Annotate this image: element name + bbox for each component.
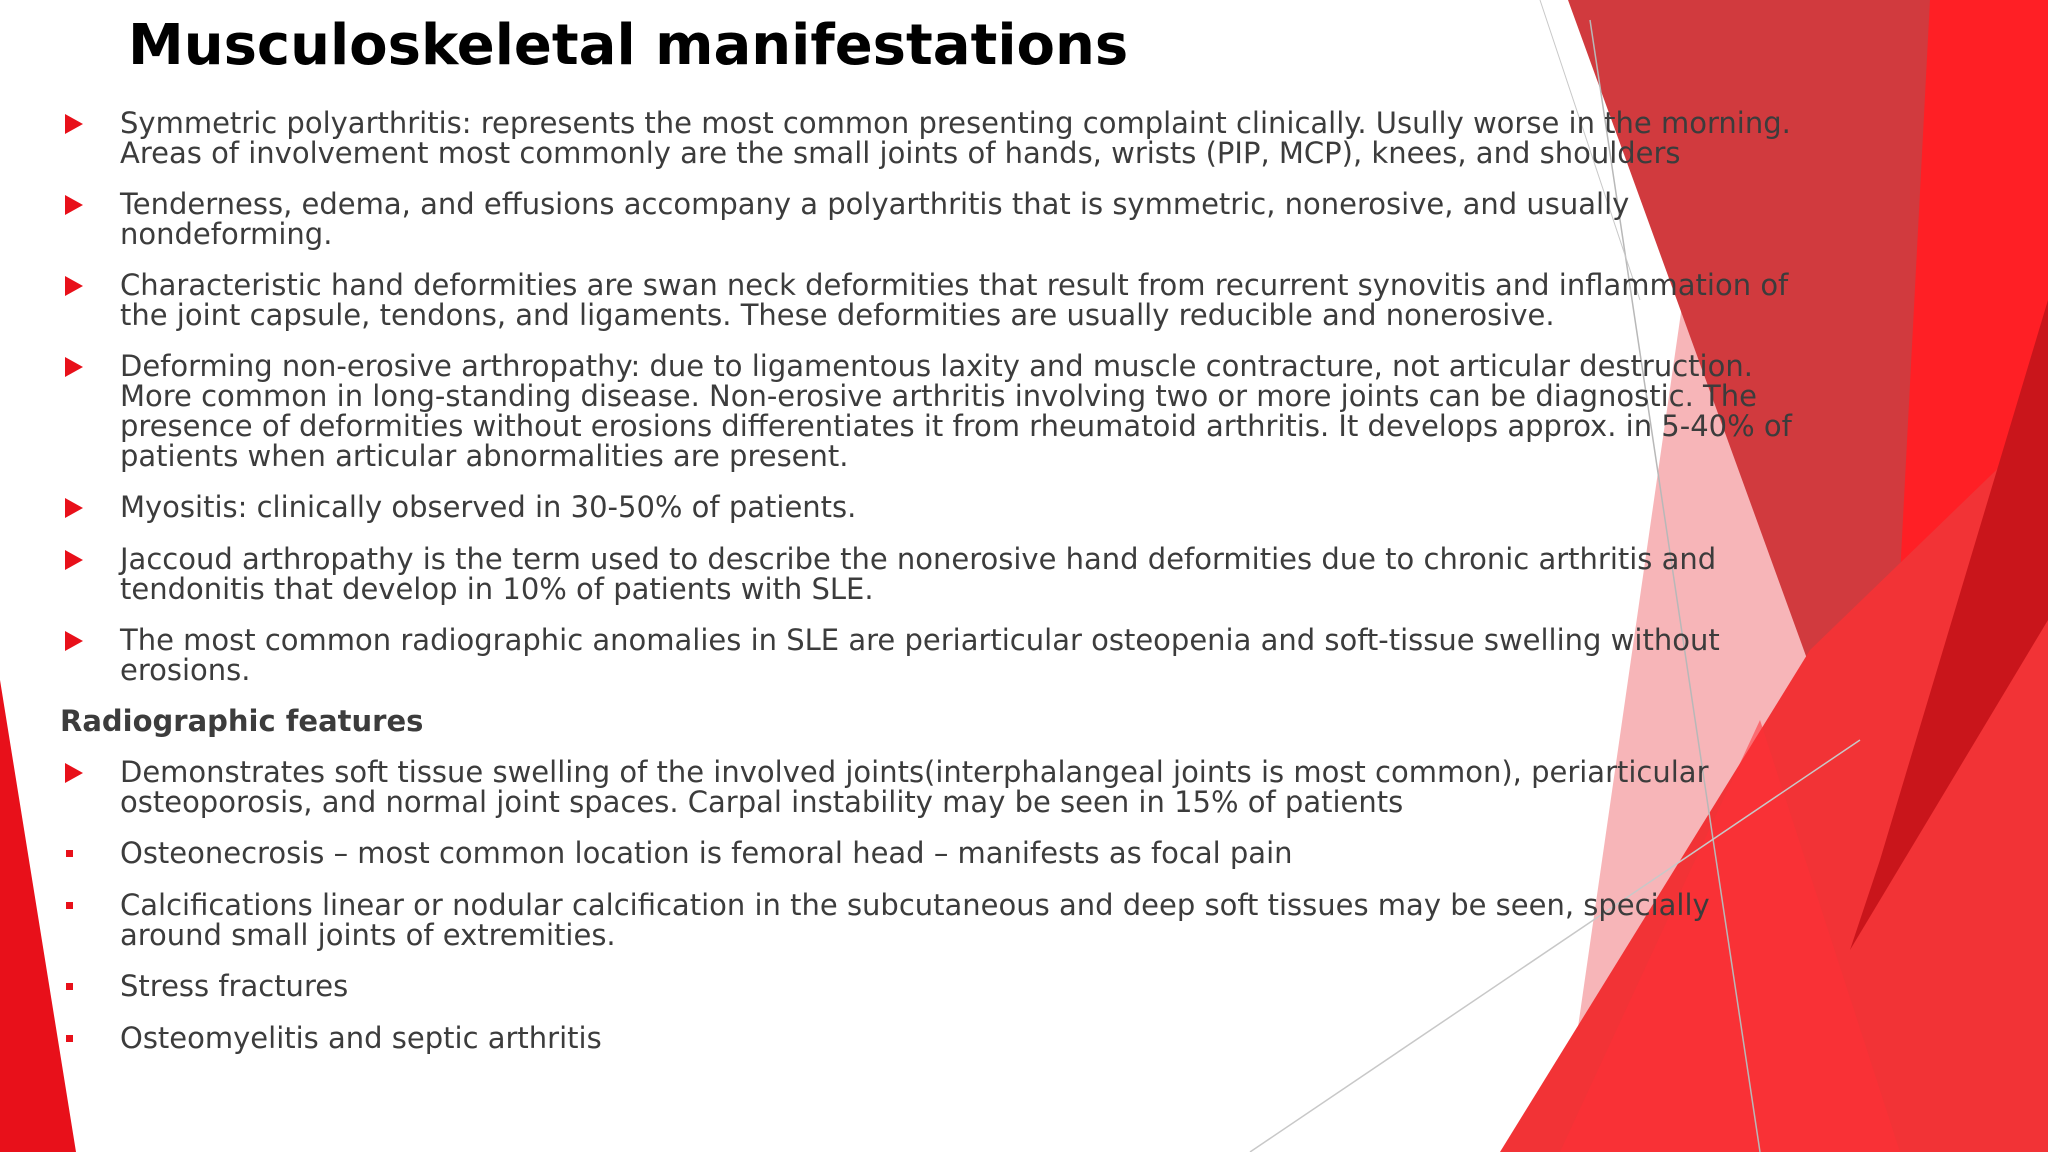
square-icon xyxy=(66,850,73,857)
square-icon xyxy=(66,983,73,990)
triangle-right-icon xyxy=(65,195,83,215)
bullet-text: Tenderness, edema, and effusions accompany a polyarthritis that is symmetric, nonerosive, and usually nondeforming. xyxy=(120,187,1630,251)
bullet-text: The most common radiographic anomalies in SLE are periarticular osteopenia and soft-tissue swelling without erosions. xyxy=(120,623,1720,687)
sub-bullet-text: Osteonecrosis – most common location is femoral head – manifests as focal pain xyxy=(120,836,1293,870)
section-subheading: Radiographic features xyxy=(60,704,424,738)
sub-bullet-text: Stress fractures xyxy=(120,969,349,1003)
triangle-right-icon xyxy=(65,763,83,783)
sub-bullet-text: Osteomyelitis and septic arthritis xyxy=(120,1021,602,1055)
triangle-right-icon xyxy=(65,550,83,570)
triangle-right-icon xyxy=(65,276,83,296)
bullet-text: Jaccoud arthropathy is the term used to describe the nonerosive hand deformities due to chronic arthritis and tendonitis that develop in 10% of patients with SLE. xyxy=(120,542,1717,606)
sub-bullet-item xyxy=(60,1023,1820,1053)
bullet-item xyxy=(60,625,1820,685)
triangle-right-icon xyxy=(65,498,83,518)
square-icon xyxy=(66,1035,73,1042)
bullet-item xyxy=(60,189,1820,249)
bullet-item xyxy=(60,492,1820,522)
sub-bullet-text: Calcifications linear or nodular calcification in the subcutaneous and deep soft tissues may be seen, specially around small joints of extremities. xyxy=(120,888,1710,952)
bullet-text: Myositis: clinically observed in 30-50% of patients. xyxy=(120,490,857,524)
triangle-right-icon xyxy=(65,114,83,134)
bullet-item xyxy=(60,108,1820,168)
slide-title: Musculoskeletal manifestations xyxy=(128,13,1129,78)
triangle-right-icon xyxy=(65,631,83,651)
bullet-item xyxy=(60,757,1820,817)
slide-body xyxy=(60,108,1820,1075)
square-icon xyxy=(66,902,73,909)
bullet-text: Characteristic hand deformities are swan neck deformities that result from recurrent synovitis and inflammation of the joint capsule, tendons, and ligaments. These deformities are usually reducible and nonerosive. xyxy=(120,268,1789,332)
sub-bullet-item xyxy=(60,890,1820,950)
bullet-item xyxy=(60,351,1820,471)
bullet-item xyxy=(60,270,1820,330)
bullet-item xyxy=(60,544,1820,604)
sub-bullet-item xyxy=(60,838,1820,868)
sub-bullet-item xyxy=(60,971,1820,1001)
triangle-right-icon xyxy=(65,357,83,377)
bullet-text: Symmetric polyarthritis: represents the most common presenting complaint clinically. Usully worse in the morning. Areas of involvement most commonly are the small joints of hands, wrists (PIP, MCP), knees, and shoulders xyxy=(120,106,1791,170)
bullet-text: Demonstrates soft tissue swelling of the involved joints(interphalangeal joints is most common), periarticular osteoporosis, and normal joint spaces. Carpal instability may be seen in 15% of patients xyxy=(120,755,1709,819)
bullet-text: Deforming non-erosive arthropathy: due to ligamentous laxity and muscle contracture, not articular destruction. More common in long-standing disease. Non-erosive arthritis involving two or more joints can be diagnostic. The presence of deformities without erosions differentiates it from rheumatoid arthritis. It develops approx. in 5-40% of patients when articular abnormalities are present. xyxy=(120,349,1792,473)
